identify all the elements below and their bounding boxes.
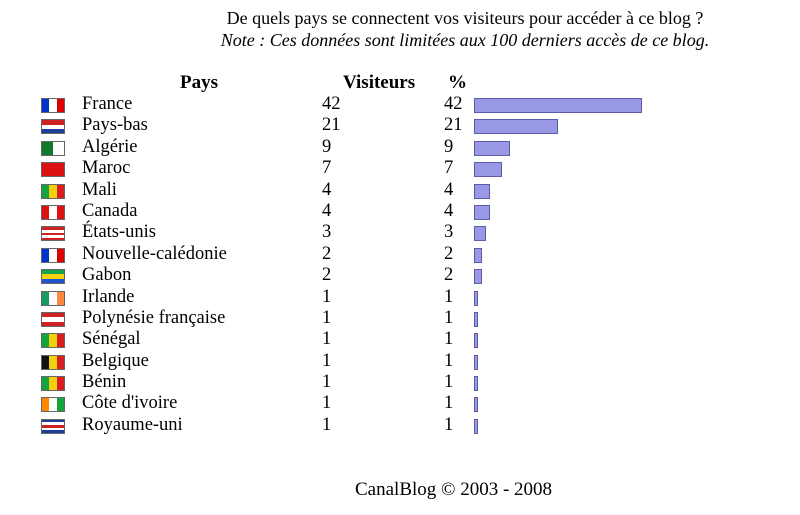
percent-bar	[474, 141, 510, 156]
visitor-percent: 21	[444, 115, 463, 136]
flag-mali-icon	[41, 184, 65, 199]
table-row	[0, 308, 800, 329]
country-name: États-unis	[82, 222, 156, 243]
flag-algeria-icon	[41, 141, 65, 156]
page-note: Note : Ces données sont limitées aux 100 derniers accès de ce blog.	[220, 30, 710, 50]
percent-bar	[474, 162, 502, 177]
country-name: Canada	[82, 200, 138, 221]
visitor-count: 4	[322, 179, 332, 200]
table-row	[0, 158, 800, 179]
visitor-count: 2	[322, 243, 332, 264]
visitor-count: 9	[322, 136, 332, 157]
flag-new-caledonia-icon	[41, 248, 65, 263]
visitor-percent: 1	[444, 372, 454, 393]
country-name: France	[82, 94, 133, 114]
flag-benin-icon	[41, 376, 65, 391]
percent-bar	[474, 355, 478, 370]
country-name: Irlande	[82, 286, 135, 307]
visitor-percent: 1	[444, 350, 454, 371]
country-name: Belgique	[82, 350, 149, 371]
percent-bar	[474, 248, 482, 263]
visitor-percent: 4	[444, 200, 454, 221]
table-row	[0, 137, 800, 158]
visitor-count: 1	[322, 286, 332, 307]
table-row	[0, 415, 800, 436]
table-row	[0, 244, 800, 265]
visitor-percent: 4	[444, 179, 454, 200]
visitor-percent: 1	[444, 414, 454, 435]
percent-bar	[474, 269, 482, 284]
percent-bar	[474, 419, 478, 434]
flag-france-icon	[41, 98, 65, 113]
visitor-percent: 1	[444, 329, 454, 350]
percent-bar	[474, 312, 478, 327]
table-row	[0, 329, 800, 350]
table-row	[0, 372, 800, 393]
column-header-visitors: Visiteurs	[343, 72, 416, 93]
flag-senegal-icon	[41, 333, 65, 348]
table-row	[0, 351, 800, 372]
visitor-percent: 1	[444, 307, 454, 328]
footer-copyright: CanalBlog © 2003 - 2008	[355, 479, 553, 500]
percent-bar	[474, 333, 478, 348]
flag-belgium-icon	[41, 355, 65, 370]
flag-uk-icon	[41, 419, 65, 434]
table-row	[0, 201, 800, 222]
page-header	[0, 7, 800, 51]
visitor-percent: 2	[444, 243, 454, 264]
visitor-percent: 9	[444, 136, 454, 157]
percent-bar	[474, 98, 642, 113]
flag-usa-icon	[41, 226, 65, 241]
percent-bar	[474, 119, 558, 134]
country-name: Gabon	[82, 265, 132, 286]
visitor-country-table	[0, 94, 800, 436]
visitor-percent: 42	[444, 94, 463, 114]
visitor-count: 2	[322, 265, 332, 286]
visitor-count: 3	[322, 222, 332, 243]
table-row	[0, 287, 800, 308]
flag-french-polynesia-icon	[41, 312, 65, 327]
visitor-count: 7	[322, 158, 332, 179]
column-header-country: Pays	[180, 72, 218, 93]
visitor-percent: 7	[444, 158, 454, 179]
country-name: Mali	[82, 179, 117, 200]
visitor-count: 1	[322, 393, 332, 414]
visitor-count: 21	[322, 115, 341, 136]
country-name: Polynésie française	[82, 307, 226, 328]
visitor-count: 1	[322, 414, 332, 435]
visitor-count: 4	[322, 200, 332, 221]
percent-bar	[474, 291, 478, 306]
visitor-count: 1	[322, 350, 332, 371]
visitor-percent: 3	[444, 222, 454, 243]
visitor-count: 1	[322, 329, 332, 350]
visitor-percent: 1	[444, 393, 454, 414]
flag-morocco-icon	[41, 162, 65, 177]
flag-canada-icon	[41, 205, 65, 220]
table-row	[0, 180, 800, 201]
visitor-count: 1	[322, 307, 332, 328]
table-row	[0, 393, 800, 414]
flag-netherlands-icon	[41, 119, 65, 134]
flag-gabon-icon	[41, 269, 65, 284]
table-row	[0, 94, 800, 115]
visitor-percent: 2	[444, 265, 454, 286]
percent-bar	[474, 376, 478, 391]
country-name: Royaume-uni	[82, 414, 183, 435]
percent-bar	[474, 226, 486, 241]
percent-bar	[474, 205, 490, 220]
table-row	[0, 115, 800, 136]
flag-ivory-coast-icon	[41, 397, 65, 412]
country-name: Côte d'ivoire	[82, 393, 178, 414]
country-name: Pays-bas	[82, 115, 148, 136]
country-name: Bénin	[82, 372, 127, 393]
visitor-count: 42	[322, 94, 341, 114]
country-name: Algérie	[82, 136, 138, 157]
country-name: Maroc	[82, 158, 131, 179]
table-row	[0, 265, 800, 286]
percent-bar	[474, 184, 490, 199]
country-name: Sénégal	[82, 329, 141, 350]
flag-ireland-icon	[41, 291, 65, 306]
table-row	[0, 222, 800, 243]
page-title: De quels pays se connectent vos visiteurs pour accéder à ce blog ?	[226, 8, 704, 28]
visitor-count: 1	[322, 372, 332, 393]
country-name: Nouvelle-calédonie	[82, 243, 227, 264]
visitor-percent: 1	[444, 286, 454, 307]
percent-bar	[474, 397, 478, 412]
column-header-percent: %	[448, 72, 467, 93]
